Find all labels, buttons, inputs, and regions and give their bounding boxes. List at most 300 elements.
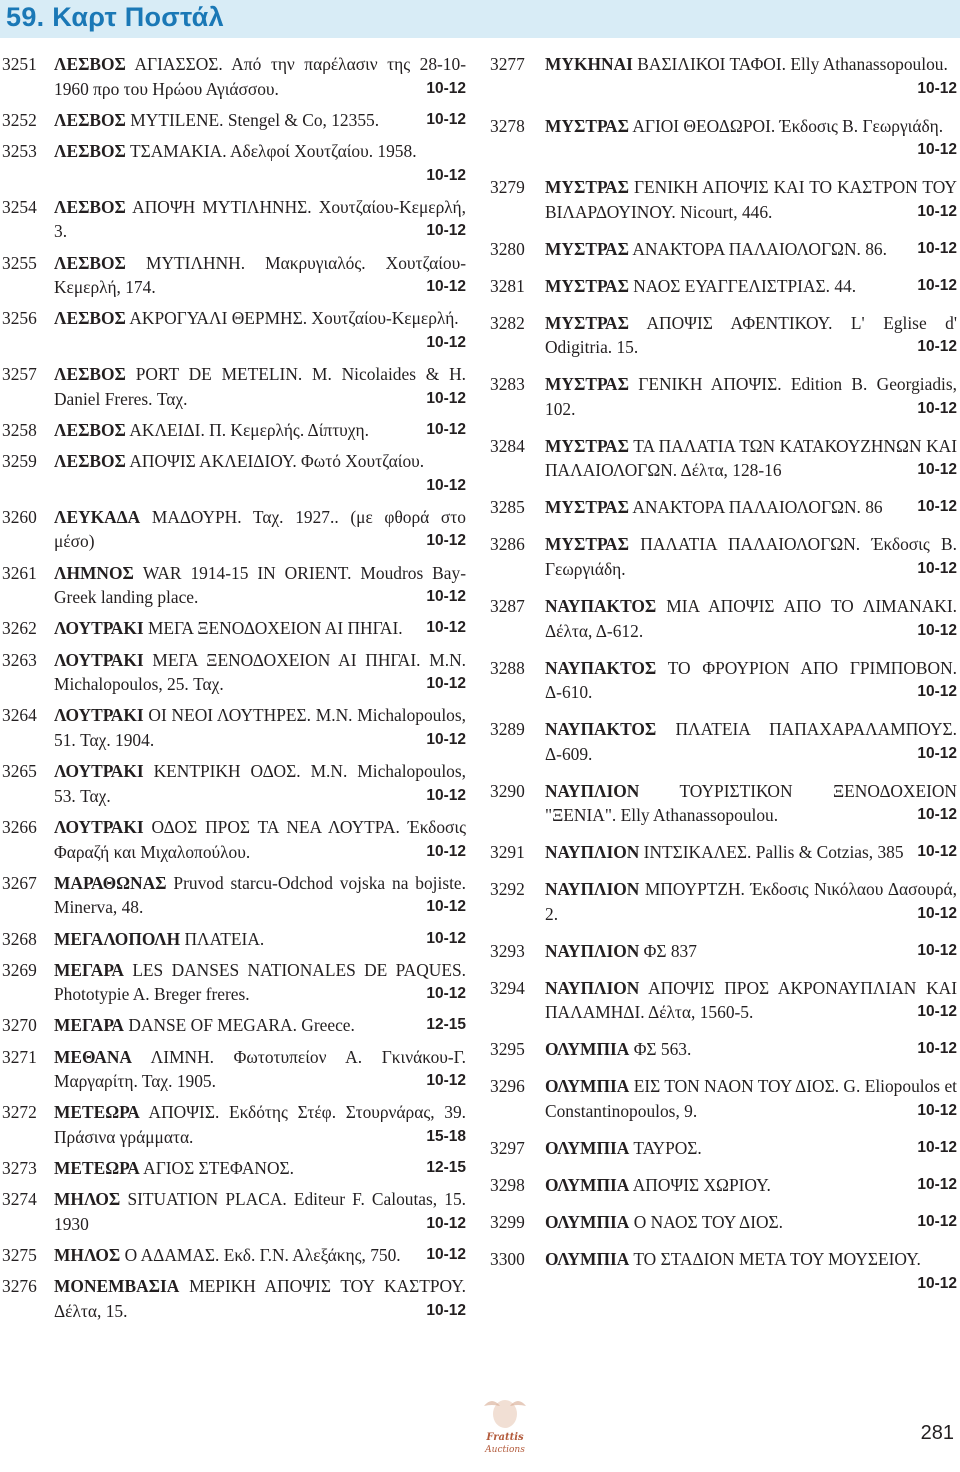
lot-text bbox=[545, 114, 957, 163]
lot-description: ΑΠΟΨΙΣ ΑΦΕΝΤΙΚΟΥ. L' Eglise d' Odigitria. 15. bbox=[545, 312, 958, 358]
lot-number: 3261 bbox=[2, 562, 37, 583]
lot-text bbox=[545, 1247, 957, 1296]
lot-text bbox=[54, 362, 466, 411]
lot-text bbox=[54, 1100, 466, 1149]
lot-description: SITUATION PLACA. Editeur F. Caloutas, 15. 1930 bbox=[54, 1189, 466, 1234]
lot-entry bbox=[487, 840, 957, 865]
lot-place: ΝΑΥΠΑΚΤΟΣ bbox=[545, 719, 657, 740]
lot-price: 10-12 bbox=[917, 399, 957, 417]
lot-price: 10-12 bbox=[426, 619, 466, 637]
lot-text bbox=[54, 418, 466, 443]
lot-price: 12-15 bbox=[426, 1159, 466, 1177]
lot-entry bbox=[487, 532, 957, 581]
lot-price: 15-18 bbox=[426, 1128, 466, 1146]
lot-place: ΜΥΚΗΝΑΙ bbox=[545, 54, 633, 74]
lot-price: 10-12 bbox=[917, 338, 957, 356]
lot-number: 3266 bbox=[2, 816, 37, 837]
lot-entry bbox=[0, 1156, 466, 1181]
lot-text bbox=[545, 594, 957, 643]
lot-price: 10-12 bbox=[917, 276, 957, 294]
lot-number: 3271 bbox=[2, 1046, 37, 1067]
lot-text bbox=[545, 1173, 957, 1198]
lot-number: 3297 bbox=[490, 1138, 525, 1158]
lot-description: ΙΝΤΣΙΚΑΛΕΣ. Pallis & Cotzias, 385 bbox=[643, 842, 904, 863]
lot-price: 10-12 bbox=[426, 278, 466, 296]
lot-description: ΤΟ ΦΡΟΥΡΙΟΝ ΑΠΟ ΓΡΙΜΠΟΒΟΝ. Δ-610. bbox=[545, 657, 957, 703]
lot-description: LES DANSES NATIONALES DE PAQUES. Phototypie A. Breger freres. bbox=[54, 959, 466, 1005]
lot-entry bbox=[0, 195, 466, 244]
lot-place: ΝΑΥΠΑΚΤΟΣ bbox=[545, 657, 657, 678]
lot-number: 3281 bbox=[490, 275, 525, 296]
lot-number: 3269 bbox=[2, 959, 37, 980]
lot-text bbox=[545, 976, 957, 1025]
lot-price: 10-12 bbox=[426, 898, 466, 916]
lot-price: 10-12 bbox=[426, 1246, 466, 1264]
lot-price: 10-12 bbox=[917, 461, 957, 479]
lot-entry bbox=[487, 114, 957, 163]
lot-price: 10-12 bbox=[426, 79, 466, 97]
lot-number: 3273 bbox=[2, 1158, 37, 1179]
lot-place: ΟΛΥΜΠΙΑ bbox=[545, 1174, 630, 1195]
lot-description: ΛΙΜΝΗ. Φωτοτυπείον Α. Γκινάκου-Γ. Μαργαρίτη. Ταχ. 1905. bbox=[54, 1046, 466, 1092]
lot-entry bbox=[487, 594, 957, 643]
lot-number: 3275 bbox=[2, 1245, 37, 1266]
lot-place: ΝΑΥΠΛΙΟΝ bbox=[545, 879, 640, 900]
lot-entry bbox=[487, 434, 957, 483]
lot-entry bbox=[487, 237, 957, 262]
lot-description: Pruvod starcu-Odchod vojska na bojiste. Minerva, 48. bbox=[54, 872, 467, 918]
lot-text bbox=[545, 495, 957, 520]
lot-number: 3284 bbox=[490, 435, 525, 456]
lot-description: DANSE OF MEGARA. Greece. bbox=[128, 1015, 355, 1036]
lot-number: 3277 bbox=[490, 54, 525, 74]
lot-place: ΛΟΥΤΡΑΚΙ bbox=[54, 816, 144, 837]
lot-text bbox=[545, 274, 957, 299]
lot-text bbox=[545, 372, 957, 421]
lot-price: 10-12 bbox=[917, 843, 957, 861]
lot-price: 10-12 bbox=[917, 1040, 957, 1058]
lot-place: ΜΟΝΕΜΒΑΣΙΑ bbox=[54, 1276, 180, 1297]
lot-text bbox=[54, 449, 466, 498]
lot-place: ΝΑΥΠΑΚΤΟΣ bbox=[545, 596, 657, 616]
lot-text bbox=[54, 648, 466, 697]
lot-place: ΜΕΓΑΛΟΠΟΛΗ bbox=[54, 928, 181, 949]
lot-price: 10-12 bbox=[426, 420, 466, 438]
lot-price: 10-12 bbox=[917, 202, 957, 220]
right-column bbox=[487, 52, 957, 1309]
lot-place: ΟΛΥΜΠΙΑ bbox=[545, 1039, 630, 1060]
lot-text bbox=[54, 561, 466, 610]
lot-place: ΛΕΣΒΟΣ bbox=[54, 419, 126, 440]
lot-entry bbox=[0, 1243, 466, 1268]
lot-price: 10-12 bbox=[917, 1212, 957, 1230]
lot-description: Ο ΝΑΟΣ ΤΟΥ ΔΙΟΣ. bbox=[633, 1211, 784, 1232]
lot-description: ΠΛΑΤΕΙΑ ΠΑΠΑΧΑΡΑΛΑΜΠΟΥΣ. Δ-609. bbox=[545, 719, 957, 764]
lot-number: 3290 bbox=[490, 780, 525, 801]
lot-description: ΑΠΟΨΙΣ ΧΩΡΙΟΥ. bbox=[632, 1174, 771, 1195]
lot-entry bbox=[487, 1037, 957, 1062]
lot-price: 10-12 bbox=[917, 806, 957, 824]
lot-number: 3299 bbox=[490, 1211, 525, 1232]
lot-text bbox=[545, 434, 957, 483]
lot-place: ΟΛΥΜΠΙΑ bbox=[545, 1248, 630, 1269]
lot-place: ΜΥΣΤΡΑΣ bbox=[545, 497, 629, 518]
lot-description: ΑΝΑΚΤΟΡΑ ΠΑΛΑΙΟΛΟΓΩΝ. 86. bbox=[632, 238, 887, 259]
page-number: 281 bbox=[920, 1422, 954, 1444]
lot-entry bbox=[487, 779, 957, 828]
lot-description: PORT DE METELIN. M. Nicolaides & H. Daniel Freres. Ταχ. bbox=[54, 364, 466, 409]
lot-description: ΓΕΝΙΚΗ ΑΠΟΨΙΣ. Edition B. Georgiadis, 102. bbox=[545, 374, 957, 419]
lot-description: ΤΑ ΠΑΛΑΤΙΑ ΤΩΝ ΚΑΤΑΚΟΥΖΗΝΩΝ ΚΑΙ ΠΑΛΑΙΟΛΟΓΩΝ. Δέλτα, 128-16 bbox=[545, 435, 957, 481]
lot-number: 3291 bbox=[490, 842, 525, 863]
lot-place: ΜΕΤΕΩΡΑ bbox=[54, 1158, 140, 1179]
lot-entry bbox=[0, 251, 466, 300]
lot-description: ΤΑΥΡΟΣ. bbox=[633, 1138, 702, 1158]
lot-number: 3262 bbox=[2, 618, 37, 639]
lot-place: ΟΛΥΜΠΙΑ bbox=[545, 1138, 630, 1158]
lot-price: 10-12 bbox=[426, 730, 466, 748]
lot-description: ΜΙΑ ΑΠΟΨΙΣ ΑΠΟ ΤΟ ΛΙΜΑΝΑΚΙ. Δέλτα, Δ-612. bbox=[545, 596, 957, 641]
lot-entry bbox=[0, 927, 466, 952]
lot-number: 3267 bbox=[2, 872, 37, 893]
lot-place: ΛΗΜΝΟΣ bbox=[54, 562, 134, 583]
lot-number: 3293 bbox=[490, 940, 525, 961]
lot-place: ΟΛΥΜΠΙΑ bbox=[545, 1211, 630, 1232]
lot-place: ΜΕΘΑΝΑ bbox=[54, 1046, 132, 1067]
lot-text bbox=[545, 311, 957, 360]
lot-description: ΠΑΛΑΤΙΑ ΠΑΛΑΙΟΛΟΓΩΝ. Έκδοσις Β. Γεωργιάδη. bbox=[545, 534, 957, 580]
lot-number: 3256 bbox=[2, 308, 37, 329]
lot-price: 10-12 bbox=[426, 532, 466, 550]
lot-description: ΜΥΤΙΛΗΝΗ. Μακρυγιαλός. Χουτζαίου-Κεμερλή, 174. bbox=[54, 252, 466, 298]
lot-number: 3260 bbox=[2, 506, 37, 527]
lot-place: ΛΕΣΒΟΣ bbox=[54, 308, 126, 329]
lot-number: 3294 bbox=[490, 977, 525, 998]
lot-place: ΜΗΛΟΣ bbox=[54, 1245, 121, 1266]
lot-text bbox=[545, 656, 957, 705]
lot-text bbox=[545, 52, 957, 101]
lot-description: ΜΑΔΟΥΡΗ. Ταχ. 1927.. (με φθορά στο μέσο) bbox=[54, 506, 466, 552]
lot-place: ΜΥΣΤΡΑΣ bbox=[545, 238, 629, 259]
lot-description: ΚΕΝΤΡΙΚΗ ΟΔΟΣ. M.N. Michalopoulos, 53. Ταχ. bbox=[54, 761, 466, 806]
lot-place: ΛΟΥΤΡΑΚΙ bbox=[54, 761, 144, 782]
lot-description: ΜΕΡΙΚΗ ΑΠΟΨΙΣ ΤΟΥ ΚΑΣΤΡΟΥ. Δέλτα, 15. bbox=[54, 1276, 466, 1321]
lot-text bbox=[54, 1274, 466, 1323]
lot-description: WAR 1914-15 IN ORIENT. Moudros Bay-Greek landing place. bbox=[54, 562, 466, 608]
lot-description: ΜΕΓΑ ΞΕΝΟΔΟΧΕΙΟΝ ΑΙ ΠΗΓΑΙ. bbox=[147, 618, 403, 639]
lot-place: ΜΕΓΑΡΑ bbox=[54, 1015, 124, 1036]
lot-entry bbox=[487, 939, 957, 964]
lot-text bbox=[54, 616, 466, 641]
lot-price: 10-12 bbox=[426, 588, 466, 606]
lot-entry bbox=[0, 815, 466, 864]
lot-description: ΜΥΤΙLENE. Stengel & Co, 12355. bbox=[130, 109, 380, 130]
lot-number: 3280 bbox=[490, 238, 525, 259]
lot-place: ΝΑΥΠΛΙΟΝ bbox=[545, 977, 640, 998]
lot-number: 3300 bbox=[490, 1248, 525, 1269]
lot-place: ΜΗΛΟΣ bbox=[54, 1189, 121, 1210]
lot-text bbox=[545, 1074, 957, 1123]
lot-number: 3276 bbox=[2, 1276, 37, 1297]
lot-place: ΜΥΣΤΡΑΣ bbox=[545, 115, 629, 136]
lot-price: 10-12 bbox=[426, 1301, 466, 1319]
lot-entry bbox=[487, 717, 957, 766]
lot-entry bbox=[0, 1274, 466, 1323]
lot-number: 3295 bbox=[490, 1039, 525, 1060]
lot-place: ΛΟΥΤΡΑΚΙ bbox=[54, 618, 144, 639]
lot-entry bbox=[487, 52, 957, 101]
lot-text bbox=[545, 175, 957, 224]
lot-number: 3288 bbox=[490, 657, 525, 678]
lot-description: ΒΑΣΙΛΙΚΟΙ ΤΑΦΟΙ. Elly Athanassopoulou. bbox=[637, 54, 948, 74]
lot-price: 10-12 bbox=[426, 1215, 466, 1232]
section-header bbox=[0, 0, 960, 38]
lot-description: ΕΙΣ ΤΟΝ ΝΑΟΝ ΤΟΥ ΔΙΟΣ. G. Eliopoulos et Constantinopoulos, 9. bbox=[545, 1076, 957, 1122]
lot-text bbox=[54, 958, 466, 1007]
lot-price: 10-12 bbox=[426, 333, 466, 351]
lot-number: 3255 bbox=[2, 252, 37, 273]
lot-number: 3278 bbox=[490, 115, 525, 136]
lot-price: 10-12 bbox=[426, 222, 466, 240]
lot-place: ΛΟΥΤΡΑΚΙ bbox=[54, 705, 144, 726]
lot-number: 3254 bbox=[2, 196, 37, 217]
lot-price: 10-12 bbox=[426, 110, 466, 128]
lot-entry bbox=[0, 418, 466, 443]
lot-text bbox=[545, 1210, 957, 1235]
lot-entry bbox=[0, 108, 466, 133]
lot-text bbox=[545, 840, 957, 865]
lot-text bbox=[54, 871, 466, 920]
lot-number: 3296 bbox=[490, 1076, 525, 1097]
lot-entry bbox=[0, 703, 466, 752]
lot-place: ΜΥΣΤΡΑΣ bbox=[545, 435, 629, 456]
lot-place: ΛΕΣΒΟΣ bbox=[54, 364, 126, 385]
lot-text bbox=[545, 237, 957, 262]
lot-entry bbox=[487, 274, 957, 299]
lot-place: ΜΑΡΑΘΩΝΑΣ bbox=[54, 872, 167, 893]
lot-description: ΟΔΟΣ ΠΡΟΣ ΤΑ ΝΕΑ ΛΟΥΤΡΑ. Έκδοσις Φαραζή και Μιχαλοπούλου. bbox=[54, 816, 466, 862]
lot-price: 10-12 bbox=[917, 79, 957, 97]
lot-description: ΜΠΟΥΡΤΖΗ. Έκδοσις Νικόλαου Δασουρά, 2. bbox=[545, 879, 957, 924]
lot-number: 3264 bbox=[2, 705, 37, 726]
lot-description: ΑΝΑΚΤΟΡΑ ΠΑΛΑΙΟΛΟΓΩΝ. 86 bbox=[632, 497, 883, 518]
lot-price: 10-12 bbox=[917, 941, 957, 959]
lot-entry bbox=[0, 1100, 466, 1149]
lot-price: 10-12 bbox=[917, 683, 957, 701]
lot-text bbox=[54, 108, 466, 133]
lot-price: 10-12 bbox=[917, 621, 957, 639]
lot-number: 3283 bbox=[490, 374, 525, 395]
lot-number: 3251 bbox=[2, 54, 37, 74]
lot-number: 3279 bbox=[490, 177, 525, 198]
lot-text bbox=[545, 939, 957, 964]
lot-number: 3253 bbox=[2, 140, 37, 161]
lot-text bbox=[54, 1045, 466, 1094]
lot-entry bbox=[0, 362, 466, 411]
lot-place: ΜΥΣΤΡΑΣ bbox=[545, 374, 629, 395]
lot-description: ΝΑΟΣ ΕΥΑΓΓΕΛΙΣΤΡΙΑΣ. 44. bbox=[633, 275, 857, 296]
lot-entry bbox=[487, 372, 957, 421]
lot-entry bbox=[487, 1173, 957, 1198]
lot-price: 10-12 bbox=[426, 985, 466, 1003]
lot-place: ΝΑΥΠΛΙΟΝ bbox=[545, 780, 640, 801]
lot-price: 10-12 bbox=[917, 744, 957, 762]
lot-entry bbox=[0, 1045, 466, 1094]
lot-number: 3282 bbox=[490, 312, 525, 333]
lot-description: ΤΣΑΜΑΚΙΑ. Αδελφοί Χουτζαίου. 1958. bbox=[129, 140, 417, 161]
lot-number: 3252 bbox=[2, 109, 37, 130]
lot-price: 10-12 bbox=[917, 1175, 957, 1193]
lot-text bbox=[54, 251, 466, 300]
lot-text bbox=[545, 877, 957, 926]
lot-price: 10-12 bbox=[426, 389, 466, 407]
lot-entry bbox=[487, 175, 957, 224]
lot-place: ΛΕΣΒΟΣ bbox=[54, 252, 126, 273]
lot-number: 3287 bbox=[490, 596, 525, 616]
lot-description: ΑΓΙΟΙ ΘΕΟΔΩΡΟΙ. Έκδοσις Β. Γεωργιάδη. bbox=[632, 115, 944, 136]
lot-number: 3270 bbox=[2, 1015, 37, 1036]
lot-number: 3292 bbox=[490, 879, 525, 900]
lot-place: ΛΕΥΚΑΔΑ bbox=[54, 506, 141, 527]
lot-text bbox=[545, 532, 957, 581]
lot-place: ΛΕΣΒΟΣ bbox=[54, 109, 126, 130]
lot-description: ΟΙ ΝΕΟΙ ΛΟΥΤΗΡΕΣ. M.N. Michalopoulos, 51. Ταχ. 1904. bbox=[54, 705, 466, 750]
lot-entry bbox=[487, 311, 957, 360]
lot-text bbox=[54, 52, 466, 101]
lot-place: ΜΥΣΤΡΑΣ bbox=[545, 312, 629, 333]
lot-price: 10-12 bbox=[426, 929, 466, 947]
lot-entry bbox=[487, 656, 957, 705]
lot-number: 3274 bbox=[2, 1189, 37, 1210]
lot-text bbox=[54, 703, 466, 752]
lot-description: ΑΓΙΟΣ ΣΤΕΦΑΝΟΣ. bbox=[143, 1158, 294, 1179]
lot-price: 10-12 bbox=[917, 1003, 957, 1021]
lot-description: ΑΚΡΟΓΥΑΛΙ ΘΕΡΜΗΣ. Χουτζαίου-Κεμερλή. bbox=[129, 308, 459, 329]
lot-entry bbox=[487, 1210, 957, 1235]
left-column bbox=[0, 52, 466, 1330]
lot-price: 10-12 bbox=[426, 675, 466, 693]
lot-description: ΑΠΟΨΙΣ. Εκδότης Στέφ. Στουρνάρας, 39. Πράσινα γράμματα. bbox=[54, 1102, 467, 1148]
lot-text bbox=[54, 1156, 466, 1181]
lot-place: ΛΕΣΒΟΣ bbox=[54, 451, 126, 472]
logo-text-line-2: Auctions bbox=[485, 1445, 525, 1455]
lot-entry bbox=[0, 505, 466, 554]
lot-place: ΛΕΣΒΟΣ bbox=[54, 196, 126, 217]
lot-entry bbox=[0, 1187, 466, 1236]
lot-entry bbox=[0, 139, 466, 188]
lot-entry bbox=[487, 1136, 957, 1161]
lot-price: 12-15 bbox=[426, 1016, 466, 1034]
lot-place: ΛΕΣΒΟΣ bbox=[54, 140, 126, 161]
lot-price: 10-12 bbox=[917, 1139, 957, 1156]
lot-price: 10-12 bbox=[426, 476, 466, 494]
lot-price: 10-12 bbox=[917, 560, 957, 578]
lot-entry bbox=[487, 1247, 957, 1296]
lot-number: 3272 bbox=[2, 1102, 37, 1123]
lot-text bbox=[54, 815, 466, 864]
lot-description: ΜΕΓΑ ΞΕΝΟΔΟΧΕΙΟΝ ΑΙ ΠΗΓΑΙ. M.N. Michalopoulos, 25. Ταχ. bbox=[54, 649, 466, 695]
lot-description: Ο ΑΔΑΜΑΣ. Εκδ. Γ.Ν. Αλεξάκης, 750. bbox=[124, 1245, 401, 1266]
lot-number: 3258 bbox=[2, 419, 37, 440]
lot-place: ΛΕΣΒΟΣ bbox=[54, 54, 126, 74]
lot-description: ΑΠΟΨΙΣ ΠΡΟΣ ΑΚΡΟΝΑΥΠΛΙΑΝ ΚΑΙ ΠΑΛΑΜΗΔΙ. Δέλτα, 1560-5. bbox=[545, 977, 957, 1023]
lot-text bbox=[54, 195, 466, 244]
lot-number: 3289 bbox=[490, 719, 525, 740]
lot-price: 10-12 bbox=[426, 842, 466, 860]
lot-entry bbox=[0, 306, 466, 355]
lot-description: ΑΠΟΨΗ ΜΥΤΙΛΗΝΗΣ. Χουτζαίου-Κεμερλή, 3. bbox=[54, 196, 467, 242]
lot-entry bbox=[487, 976, 957, 1025]
lot-description: ΑΓΙΑΣΣΟΣ. Από την παρέλασιν της 28-10-1960 προ του Ηρώου Αγιάσσου. bbox=[54, 54, 466, 99]
lot-entry bbox=[0, 561, 466, 610]
lot-number: 3298 bbox=[490, 1174, 525, 1195]
lot-description: ΦΣ 563. bbox=[633, 1039, 692, 1060]
lot-place: ΛΟΥΤΡΑΚΙ bbox=[54, 649, 144, 670]
section-title: 59. Καρτ Ποστάλ bbox=[6, 2, 224, 32]
lot-entry bbox=[0, 871, 466, 920]
lot-text bbox=[54, 927, 466, 952]
lot-place: ΝΑΥΠΛΙΟΝ bbox=[545, 842, 640, 863]
lot-price: 10-12 bbox=[917, 904, 957, 922]
lot-price: 10-12 bbox=[917, 1102, 957, 1120]
lot-text bbox=[54, 306, 466, 355]
frattis-auctions-logo bbox=[470, 1392, 540, 1462]
lot-place: ΜΥΣΤΡΑΣ bbox=[545, 177, 629, 198]
lot-text bbox=[54, 1013, 466, 1038]
lot-description: ΑΠΟΨΙΣ ΑΚΛΕΙΔΙΟΥ. Φωτό Χουτζαίου. bbox=[129, 451, 425, 472]
lot-entry bbox=[487, 877, 957, 926]
lot-description: ΑΚΛΕΙΔΙ. Π. Κεμερλής. Δίπτυχη. bbox=[129, 419, 369, 440]
lot-place: ΜΥΣΤΡΑΣ bbox=[545, 534, 629, 555]
lot-price: 10-12 bbox=[426, 1072, 466, 1090]
lot-entry bbox=[487, 495, 957, 520]
lot-description: ΤΟΥΡΙΣΤΙΚΟΝ ΞΕΝΟΔΟΧΕΙΟΝ "ΞΕΝΙΑ". Elly Athanassopoulou. bbox=[545, 780, 957, 826]
lot-number: 3263 bbox=[2, 649, 37, 670]
lot-entry bbox=[0, 1013, 466, 1038]
lot-number: 3257 bbox=[2, 364, 37, 385]
lot-number: 3286 bbox=[490, 534, 525, 555]
lot-place: ΜΥΣΤΡΑΣ bbox=[545, 275, 629, 296]
lot-number: 3268 bbox=[2, 928, 37, 949]
lot-entry bbox=[0, 52, 466, 101]
lot-entry bbox=[487, 1074, 957, 1123]
lot-place: ΟΛΥΜΠΙΑ bbox=[545, 1076, 630, 1097]
lot-number: 3259 bbox=[2, 451, 37, 472]
lot-text bbox=[545, 1136, 957, 1161]
lot-description: ΓΕΝΙΚΗ ΑΠΟΨΙΣ ΚΑΙ ΤΟ ΚΑΣΤΡΟΝ ΤΟΥ ΒΙΛΑΡΔΟΥΙΝΟΥ. Nicourt, 446. bbox=[545, 177, 957, 222]
lot-price: 10-12 bbox=[917, 141, 957, 159]
lot-text bbox=[545, 779, 957, 828]
lot-entry bbox=[0, 958, 466, 1007]
lot-description: ΤΟ ΣΤΑΔΙΟΝ ΜΕΤΑ ΤΟΥ ΜΟΥΣΕΙΟΥ. bbox=[633, 1248, 921, 1269]
lot-description: ΦΣ 837 bbox=[643, 940, 697, 961]
lot-number: 3285 bbox=[490, 497, 525, 518]
lot-text bbox=[54, 139, 466, 188]
lot-price: 10-12 bbox=[426, 786, 466, 804]
lot-price: 10-12 bbox=[917, 498, 957, 516]
lot-text bbox=[545, 717, 957, 766]
lot-text bbox=[54, 1187, 466, 1236]
lot-text bbox=[545, 1037, 957, 1062]
lot-place: ΜΕΓΑΡΑ bbox=[54, 959, 124, 980]
lot-place: ΝΑΥΠΛΙΟΝ bbox=[545, 940, 640, 961]
lot-price: 10-12 bbox=[917, 239, 957, 257]
lot-entry bbox=[0, 648, 466, 697]
lot-text bbox=[54, 505, 466, 554]
lot-entry bbox=[0, 759, 466, 808]
lot-number: 3265 bbox=[2, 761, 37, 782]
lot-place: ΜΕΤΕΩΡΑ bbox=[54, 1102, 140, 1123]
